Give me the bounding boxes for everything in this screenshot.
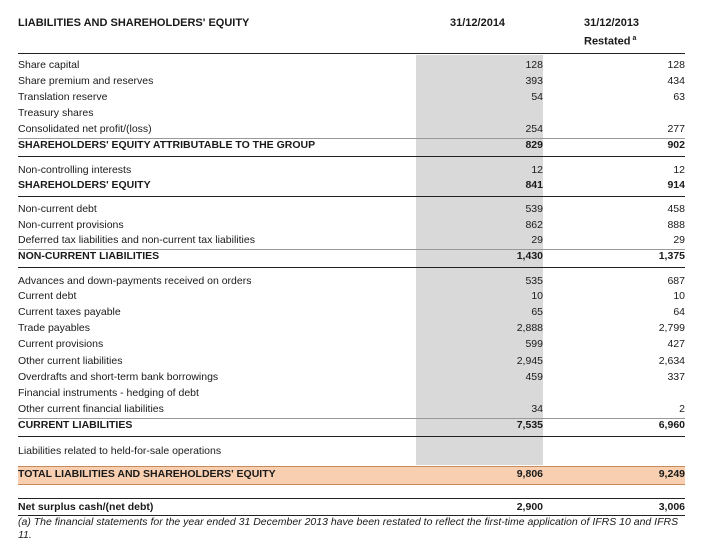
table-row — [18, 387, 685, 403]
value-2013: 687 — [667, 275, 685, 287]
table-row — [18, 91, 685, 107]
value-2013: 902 — [667, 139, 685, 151]
value-2013: 10 — [673, 290, 685, 302]
table-row — [18, 403, 685, 419]
restated-label: Restated — [584, 35, 631, 48]
row-label: Deferred tax liabilities and non-current tax liabilities — [18, 234, 255, 246]
section-rule — [18, 267, 685, 268]
table-row — [18, 203, 685, 219]
value-2014: 9,806 — [516, 468, 543, 480]
row-label: Consolidated net profit/(loss) — [18, 123, 152, 135]
value-2014: 459 — [525, 371, 543, 383]
subtotal-row — [18, 179, 685, 195]
table-row — [18, 59, 685, 75]
row-label: Net surplus cash/(net debt) — [18, 501, 154, 513]
value-2013: 9,249 — [658, 468, 685, 480]
table-row — [18, 371, 685, 387]
value-2014: 841 — [525, 179, 543, 191]
value-2013: 64 — [673, 306, 685, 318]
value-2013: 277 — [667, 123, 685, 135]
row-label: Other current liabilities — [18, 355, 123, 367]
value-2014: 12 — [531, 164, 543, 176]
subtotal-row — [18, 139, 685, 155]
row-label: Treasury shares — [18, 107, 94, 119]
column-header-2014: 31/12/2014 — [450, 17, 506, 29]
value-2014: 7,535 — [516, 419, 543, 431]
row-label: Financial instruments - hedging of debt — [18, 387, 199, 399]
value-2013: 6,960 — [658, 419, 685, 431]
table-row — [18, 355, 685, 371]
value-2014: 254 — [525, 123, 543, 135]
row-label: Trade payables — [18, 322, 90, 334]
row-label: CURRENT LIABILITIES — [18, 419, 133, 431]
table-title: LIABILITIES AND SHAREHOLDERS' EQUITY — [18, 17, 250, 29]
row-label: SHAREHOLDERS' EQUITY — [18, 179, 151, 191]
row-label: Liabilities related to held-for-sale operations — [18, 445, 222, 457]
section-rule — [18, 196, 685, 197]
table-row — [18, 322, 685, 338]
section-rule — [18, 436, 685, 437]
value-2013: 458 — [667, 203, 685, 215]
value-2014: 29 — [531, 234, 543, 246]
value-2014: 539 — [525, 203, 543, 215]
subtotal-row — [18, 250, 685, 266]
table-row — [18, 290, 685, 306]
value-2014: 599 — [525, 338, 543, 350]
row-label: Share capital — [18, 59, 80, 71]
value-2014: 862 — [525, 219, 543, 231]
row-label: Overdrafts and short-term bank borrowings — [18, 371, 219, 383]
section-rule — [18, 498, 685, 499]
restated-note-marker: a — [632, 35, 637, 42]
row-label: Non-current debt — [18, 203, 97, 215]
value-2014: 34 — [531, 403, 543, 415]
column-header-restated — [584, 35, 636, 48]
value-2013: 2,634 — [658, 355, 685, 367]
table-row — [18, 164, 685, 180]
section-rule — [18, 156, 685, 157]
row-label: TOTAL LIABILITIES AND SHAREHOLDERS' EQUITY — [18, 468, 276, 480]
value-2013: 12 — [673, 164, 685, 176]
value-2014: 65 — [531, 306, 543, 318]
value-2013: 2 — [679, 403, 685, 415]
value-2014: 829 — [525, 139, 543, 151]
subtotal-row — [18, 419, 685, 435]
value-2013: 29 — [673, 234, 685, 246]
value-2013: 2,799 — [658, 322, 685, 334]
value-2013: 337 — [667, 371, 685, 383]
row-label: Translation reserve — [18, 91, 108, 103]
table-row — [18, 219, 685, 235]
row-label: NON-CURRENT LIABILITIES — [18, 250, 160, 262]
header-rule — [18, 53, 685, 54]
value-2014: 393 — [525, 75, 543, 87]
row-label: Non-controlling interests — [18, 164, 132, 176]
table-row — [18, 123, 685, 139]
table-row — [18, 338, 685, 354]
column-header-2013: 31/12/2013 — [584, 17, 640, 29]
value-2013: 888 — [667, 219, 685, 231]
value-2014: 2,888 — [516, 322, 543, 334]
row-label: Current provisions — [18, 338, 104, 350]
value-2014: 10 — [531, 290, 543, 302]
table-row — [18, 275, 685, 291]
value-2014: 1,430 — [516, 250, 543, 262]
value-2013: 128 — [667, 59, 685, 71]
row-label: Current taxes payable — [18, 306, 121, 318]
row-label: Other current financial liabilities — [18, 403, 164, 415]
value-2013: 914 — [667, 179, 685, 191]
row-label: Non-current provisions — [18, 219, 124, 231]
row-label: Current debt — [18, 290, 77, 302]
row-label: Share premium and reserves — [18, 75, 154, 87]
table-row — [18, 445, 685, 461]
value-2013: 63 — [673, 91, 685, 103]
value-2014: 2,945 — [516, 355, 543, 367]
row-label: SHAREHOLDERS' EQUITY ATTRIBUTABLE TO THE GROUP — [18, 139, 316, 151]
footnote: (a) The financial statements for the year ended 31 December 2013 have been restated to reflect the first-time application of IFRS 10 and IFRS 11. — [18, 516, 679, 541]
value-2014: 128 — [525, 59, 543, 71]
row-label: Advances and down-payments received on orders — [18, 275, 252, 287]
table-row — [18, 107, 685, 123]
table-row — [18, 306, 685, 322]
table-row — [18, 75, 685, 91]
value-2013: 434 — [667, 75, 685, 87]
value-2014: 54 — [531, 91, 543, 103]
table-row — [18, 234, 685, 250]
value-2014: 2,900 — [516, 501, 543, 513]
value-2014: 535 — [525, 275, 543, 287]
value-2013: 1,375 — [658, 250, 685, 262]
grand-total-row — [18, 468, 685, 484]
value-2013: 427 — [667, 338, 685, 350]
value-2013: 3,006 — [658, 501, 685, 513]
